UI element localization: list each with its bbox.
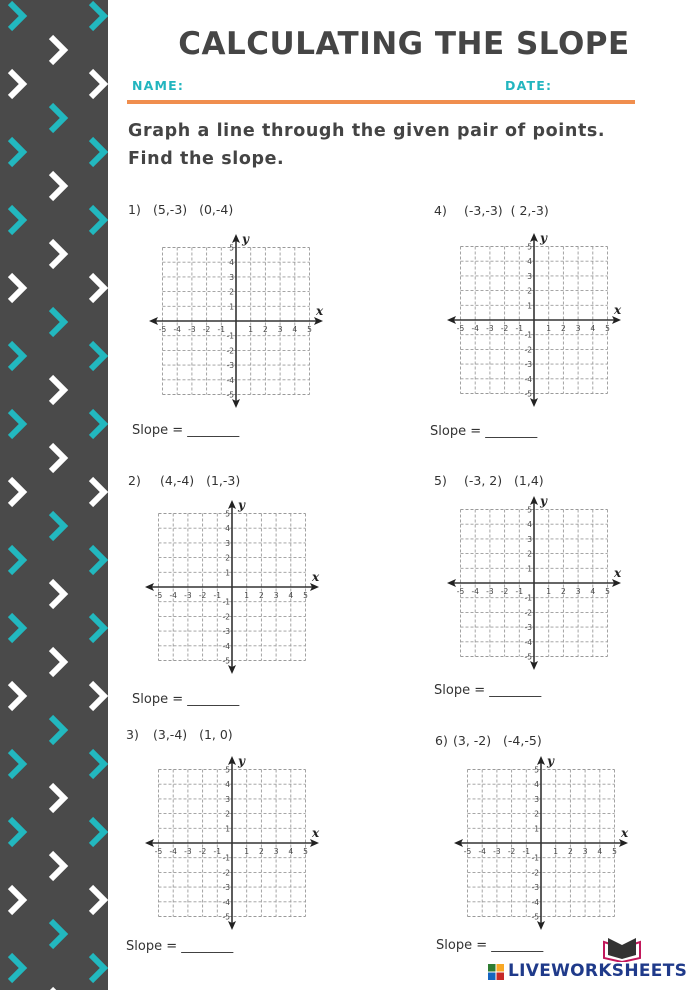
open-book-icon [598,936,646,962]
name-label: NAME: [132,78,185,93]
chevron-right-icon [47,441,69,475]
header-divider [127,100,635,104]
svg-text:4: 4 [288,847,294,856]
svg-text:-5: -5 [456,324,465,333]
chevron-right-icon [6,67,28,101]
svg-text:3: 3 [229,272,234,282]
coordinate-grid[interactable] [451,755,631,931]
slope-answer-field[interactable]: Slope = ________ [436,938,544,953]
svg-text:x: x [316,304,324,318]
svg-text:-4: -4 [531,897,539,907]
svg-text:-3: -3 [188,325,196,334]
svg-text:3: 3 [582,847,588,856]
coordinate-grid[interactable] [142,755,322,931]
coordinate-grid[interactable] [444,232,624,408]
problem-number: 5) [434,473,447,488]
svg-text:3: 3 [527,534,532,544]
svg-text:-4: -4 [222,641,230,651]
svg-text:-2: -2 [500,587,509,596]
svg-text:x: x [621,826,629,840]
svg-text:4: 4 [229,258,234,268]
svg-text:-5: -5 [158,325,167,334]
svg-text:5: 5 [605,324,610,333]
chevron-right-icon [47,849,69,883]
chevron-right-icon [6,543,28,577]
decorative-sidebar [0,0,108,990]
chevron-right-icon [6,135,28,169]
svg-text:-2: -2 [500,324,509,333]
chevron-right-icon [47,917,69,951]
svg-text:4: 4 [597,847,603,856]
svg-text:5: 5 [225,765,230,775]
svg-text:3: 3 [534,794,539,804]
chevron-right-icon [6,271,28,305]
svg-text:5: 5 [534,765,539,775]
svg-text:-2: -2 [507,847,516,856]
problem-points: (-3, 2) (1,4) [464,473,544,488]
svg-text:y: y [238,499,245,512]
svg-text:-2: -2 [524,345,532,355]
chevron-right-icon [47,169,69,203]
svg-text:-2: -2 [222,612,230,622]
svg-text:-3: -3 [222,627,230,637]
svg-text:-3: -3 [531,883,539,893]
chevron-right-icon [47,101,69,135]
svg-text:-1: -1 [226,331,234,341]
chevron-right-icon [87,747,108,781]
chevron-right-icon [6,203,28,237]
svg-text:4: 4 [288,591,294,600]
svg-text:4: 4 [225,524,230,534]
chevron-right-icon [6,679,28,713]
liveworksheets-watermark [488,936,700,990]
svg-text:-4: -4 [173,325,181,334]
svg-text:3: 3 [575,587,581,596]
chevron-right-icon [47,713,69,747]
svg-text:1: 1 [248,325,254,334]
svg-text:x: x [614,566,622,580]
svg-text:-5: -5 [531,912,539,922]
svg-text:1: 1 [553,847,559,856]
svg-text:4: 4 [590,587,596,596]
chevron-right-icon [87,543,108,577]
svg-text:-5: -5 [222,656,230,666]
chevron-right-icon [47,985,69,990]
svg-text:-5: -5 [456,587,465,596]
svg-text:4: 4 [527,520,532,530]
svg-text:1: 1 [527,301,532,311]
chevron-right-icon [87,135,108,169]
svg-text:5: 5 [527,505,532,515]
svg-text:3: 3 [277,325,283,334]
svg-text:x: x [312,570,320,584]
svg-text:2: 2 [225,809,230,819]
svg-text:-2: -2 [198,847,207,856]
chevron-right-icon [6,0,28,33]
chevron-right-icon [6,951,28,985]
svg-text:-4: -4 [169,591,177,600]
svg-text:2: 2 [527,286,532,296]
svg-text:1: 1 [225,568,230,578]
coordinate-grid[interactable] [444,495,624,671]
page-title: CALCULATING THE SLOPE [178,26,630,62]
svg-text:-2: -2 [198,591,207,600]
slope-answer-field[interactable]: Slope = ________ [434,683,542,698]
svg-text:5: 5 [303,591,308,600]
svg-text:1: 1 [546,587,552,596]
slope-answer-field[interactable]: Slope = ________ [132,423,240,438]
chevron-right-icon [6,475,28,509]
svg-text:x: x [312,826,320,840]
svg-text:4: 4 [534,780,539,790]
svg-text:1: 1 [225,824,230,834]
svg-text:1: 1 [229,302,234,312]
problem-number: 3) [126,727,139,742]
svg-text:y: y [540,495,547,508]
svg-text:2: 2 [263,325,268,334]
svg-text:-5: -5 [463,847,472,856]
svg-text:-2: -2 [226,346,234,356]
svg-text:-2: -2 [202,325,211,334]
svg-text:-5: -5 [524,389,532,399]
svg-text:-1: -1 [213,847,222,856]
svg-text:5: 5 [229,243,234,253]
svg-text:2: 2 [561,587,566,596]
svg-text:-3: -3 [184,591,192,600]
svg-text:-3: -3 [184,847,192,856]
svg-text:x: x [614,303,622,317]
chevron-right-icon [87,611,108,645]
svg-text:2: 2 [534,809,539,819]
svg-text:-1: -1 [515,324,524,333]
instruction-line-2: Find the slope. [128,149,285,169]
coordinate-grid[interactable] [142,499,322,675]
chevron-right-icon [87,951,108,985]
svg-text:5: 5 [612,847,617,856]
chevron-right-icon [6,611,28,645]
svg-text:-2: -2 [222,868,230,878]
svg-text:-4: -4 [524,637,532,647]
chevron-right-icon [47,33,69,67]
slope-answer-field[interactable]: Slope = ________ [132,692,240,707]
svg-text:-1: -1 [524,330,532,340]
svg-text:-3: -3 [486,587,494,596]
svg-text:3: 3 [273,591,279,600]
svg-text:y: y [242,233,249,246]
svg-text:y: y [238,755,245,768]
svg-text:1: 1 [546,324,552,333]
svg-text:-5: -5 [222,912,230,922]
problem-number: 6) [435,733,448,748]
slope-answer-field[interactable]: Slope = ________ [126,939,234,954]
svg-text:-1: -1 [522,847,531,856]
svg-text:-3: -3 [524,623,532,633]
svg-text:5: 5 [225,509,230,519]
problem-points: (5,-3) (0,-4) [153,202,234,217]
svg-text:5: 5 [527,242,532,252]
svg-text:4: 4 [292,325,298,334]
svg-text:-4: -4 [471,587,479,596]
brand-name: LIVEWORKSHEETS [508,961,688,981]
svg-text:3: 3 [225,794,230,804]
coordinate-grid[interactable] [146,233,326,409]
problem-points: (3, -2) (-4,-5) [453,733,542,748]
svg-text:4: 4 [225,780,230,790]
svg-text:-4: -4 [524,374,532,384]
svg-text:2: 2 [568,847,573,856]
svg-text:-2: -2 [524,608,532,618]
chevron-right-icon [87,815,108,849]
svg-text:-1: -1 [222,853,230,863]
svg-text:-4: -4 [169,847,177,856]
chevron-right-icon [47,373,69,407]
problem-points: (4,-4) (1,-3) [160,473,241,488]
svg-text:y: y [547,755,554,768]
chevron-right-icon [87,679,108,713]
svg-text:-5: -5 [154,591,163,600]
svg-text:-5: -5 [154,847,163,856]
svg-text:-1: -1 [217,325,226,334]
svg-text:2: 2 [561,324,566,333]
svg-text:-1: -1 [222,597,230,607]
svg-text:-5: -5 [226,390,234,400]
svg-text:-4: -4 [226,375,234,385]
svg-text:3: 3 [575,324,581,333]
svg-text:-3: -3 [493,847,501,856]
svg-text:-1: -1 [531,853,539,863]
chevron-right-icon [87,203,108,237]
svg-text:2: 2 [225,553,230,563]
chevron-right-icon [47,237,69,271]
chevron-right-icon [47,577,69,611]
svg-text:2: 2 [259,591,264,600]
problem-number: 4) [434,203,447,218]
svg-text:y: y [540,232,547,245]
problem-points: (-3,-3) ( 2,-3) [464,203,549,218]
chevron-right-icon [87,271,108,305]
svg-text:5: 5 [307,325,312,334]
svg-text:-2: -2 [531,868,539,878]
instruction-line-1: Graph a line through the given pair of points. [128,121,606,141]
svg-text:-5: -5 [524,652,532,662]
chevron-right-icon [87,407,108,441]
svg-text:-1: -1 [515,587,524,596]
svg-text:-3: -3 [486,324,494,333]
svg-text:3: 3 [225,538,230,548]
chevron-right-icon [87,883,108,917]
chevron-right-icon [87,339,108,373]
svg-text:4: 4 [527,257,532,267]
chevron-right-icon [6,747,28,781]
svg-text:-3: -3 [222,883,230,893]
svg-text:2: 2 [527,549,532,559]
chevron-right-icon [6,407,28,441]
chevron-right-icon [87,475,108,509]
problem-points: (3,-4) (1, 0) [153,727,233,742]
problem-number: 2) [128,473,141,488]
svg-text:1: 1 [244,847,250,856]
svg-text:5: 5 [605,587,610,596]
svg-text:-4: -4 [222,897,230,907]
chevron-right-icon [47,509,69,543]
slope-answer-field[interactable]: Slope = ________ [430,424,538,439]
svg-text:4: 4 [590,324,596,333]
chevron-right-icon [47,305,69,339]
chevron-right-icon [47,781,69,815]
svg-text:-4: -4 [471,324,479,333]
svg-text:1: 1 [527,564,532,574]
svg-text:-4: -4 [478,847,486,856]
chevron-right-icon [87,0,108,33]
svg-text:3: 3 [527,271,532,281]
chevron-right-icon [6,339,28,373]
svg-text:-3: -3 [226,361,234,371]
svg-text:1: 1 [244,591,250,600]
chevron-right-icon [6,883,28,917]
svg-text:3: 3 [273,847,279,856]
svg-text:5: 5 [303,847,308,856]
chevron-right-icon [6,815,28,849]
svg-text:-1: -1 [524,593,532,603]
live-badge-icon [488,964,504,980]
svg-text:1: 1 [534,824,539,834]
chevron-right-icon [47,645,69,679]
svg-text:-3: -3 [524,360,532,370]
date-label: DATE: [505,78,553,93]
chevron-right-icon [87,67,108,101]
svg-text:-1: -1 [213,591,222,600]
problem-number: 1) [128,202,141,217]
svg-text:2: 2 [229,287,234,297]
svg-text:2: 2 [259,847,264,856]
